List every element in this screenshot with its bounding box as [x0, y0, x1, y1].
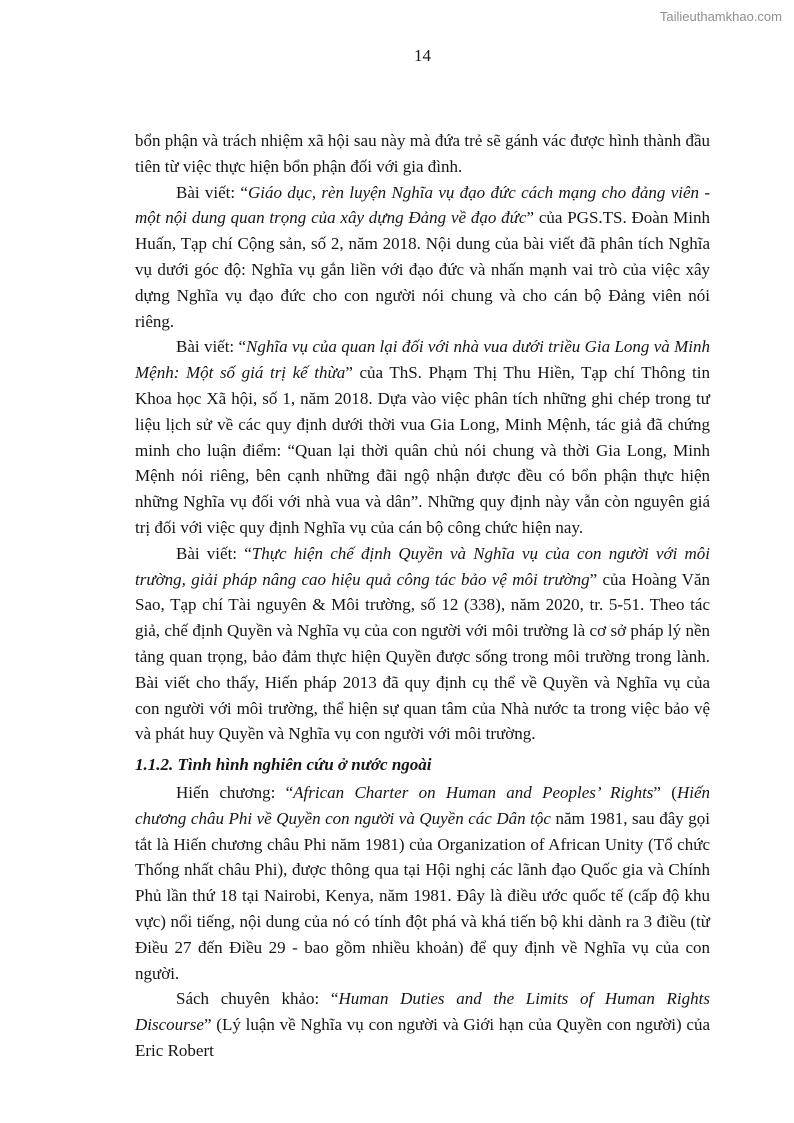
- page-number: 14: [414, 46, 431, 65]
- charter-title-text: African Charter on Human and Peoples’ Rights: [293, 782, 654, 802]
- text-run: Hiến chương: “: [176, 782, 294, 802]
- article-title-text: Nghĩa vụ của quan lại đối với nhà vua dưới triều Gia Long và Minh Mệnh: Một số giá trị kế thừa: [135, 337, 710, 383]
- text-run: Bài viết: “: [176, 182, 248, 202]
- text-run: ” của ThS. Phạm Thị Thu Hiền, Tạp chí Thông tin Khoa học Xã hội, số 1, năm 2018. Dựa vào việc phân tích những ghi chép trong tư liệu lịch sử về các quy định dưới thời vua Gia Long, Minh Mệnh, tác giả đã chứng minh cho luận điểm: “Quan lại thời quân chủ nói chung và thời Gia Long, Minh Mệnh nói riêng, bên cạnh những đãi ngộ nhận được đều có bổn phận thực hiện những Nghĩa vụ đối với nhà vua và dân”. Những quy định này vẫn còn nguyên giá trị đối với việc quy định Nghĩa vụ của cán bộ công chức hiện nay.: [135, 363, 710, 537]
- text-run: ” (Lý luận về Nghĩa vụ con người và Giới hạn của Quyền con người) của Eric Robert: [135, 1015, 710, 1060]
- text-run: ” của Hoàng Văn Sao, Tạp chí Tài nguyên & Môi trường, số 12 (338), năm 2020, tr. 5-51. Theo tác giả, chế định Quyền và Nghĩa vụ của con người với môi trường là cơ sở pháp lý nền tảng quan trọng, bảo đảm thực hiện Quyền được sống trong môi trường trong lành. Bài viết cho thấy, Hiến pháp 2013 đã quy định cụ thể về Quyền và Nghĩa vụ của con người với môi trường, thể hiện sự quan tâm của Nhà nước ta trong việc bảo vệ và phát huy Quyền và Nghĩa vụ con người với môi trường.: [135, 569, 710, 744]
- paragraph: [135, 541, 710, 747]
- section-heading: 1.1.2. Tình hình nghiên cứu ở nước ngoài: [135, 755, 432, 775]
- paragraph: [135, 986, 710, 1063]
- text-run: Bài viết: “: [176, 337, 247, 357]
- page-content: [135, 128, 710, 1064]
- paragraph: [135, 780, 710, 986]
- text-run: năm 1981, sau đây gọi tắt là Hiến chương châu Phi năm 1981) của Organization of African Unity (Tổ chức Thống nhất châu Phi), được thông qua tại Hội nghị các lãnh đạo Quốc gia và Chính Phủ lần thứ 18 tại Nairobi, Kenya, năm 1981. Đây là điều ước quốc tế (cấp độ khu vực) nổi tiếng, nội dung của nó có tính đột phá và khá tiến bộ khi dành ra 3 điều (từ Điều 27 đến Điều 29 - bao gồm nhiều khoản) để quy định về Nghĩa vụ của con người.: [135, 808, 710, 983]
- paragraph: [135, 128, 710, 180]
- book-title-text: Human Duties and the Limits of Human Rights Discourse: [135, 989, 710, 1035]
- text-run: Sách chuyên khảo: “: [176, 989, 339, 1009]
- paragraph: [135, 180, 710, 335]
- paragraph: [135, 334, 710, 540]
- article-title-text: Giáo dục, rèn luyện Nghĩa vụ đạo đức cách mạng cho đảng viên - một nội dung quan trọng của xây dựng Đảng về đạo đức: [135, 182, 710, 228]
- article-title-text: Thực hiện chế định Quyền và Nghĩa vụ của con người với môi trường, giải pháp nâng cao hiệu quả công tác bảo vệ môi trường: [135, 543, 710, 589]
- text-run: bổn phận và trách nhiệm xã hội sau này mà đứa trẻ sẽ gánh vác được hình thành đầu tiên từ việc thực hiện bổn phận đối với gia đình.: [135, 131, 710, 176]
- text-run: Bài viết: “: [176, 543, 252, 563]
- watermark: Tailieuthamkhao.com: [659, 9, 782, 24]
- text-run: ” (: [653, 782, 677, 802]
- text-run: ” của PGS.TS. Đoàn Minh Huấn, Tạp chí Cộng sản, số 2, năm 2018. Nội dung của bài viết đã phân tích Nghĩa vụ dưới góc độ: Nghĩa vụ gắn liền với đạo đức và nhấn mạnh vai trò của việc xây dựng Nghĩa vụ đạo đức cho con người nói chung và cho cán bộ Đảng viên nói riêng.: [135, 208, 710, 331]
- charter-title-translation-text: Hiến chương châu Phi về Quyền con người và Quyền các Dân tộc: [135, 782, 710, 828]
